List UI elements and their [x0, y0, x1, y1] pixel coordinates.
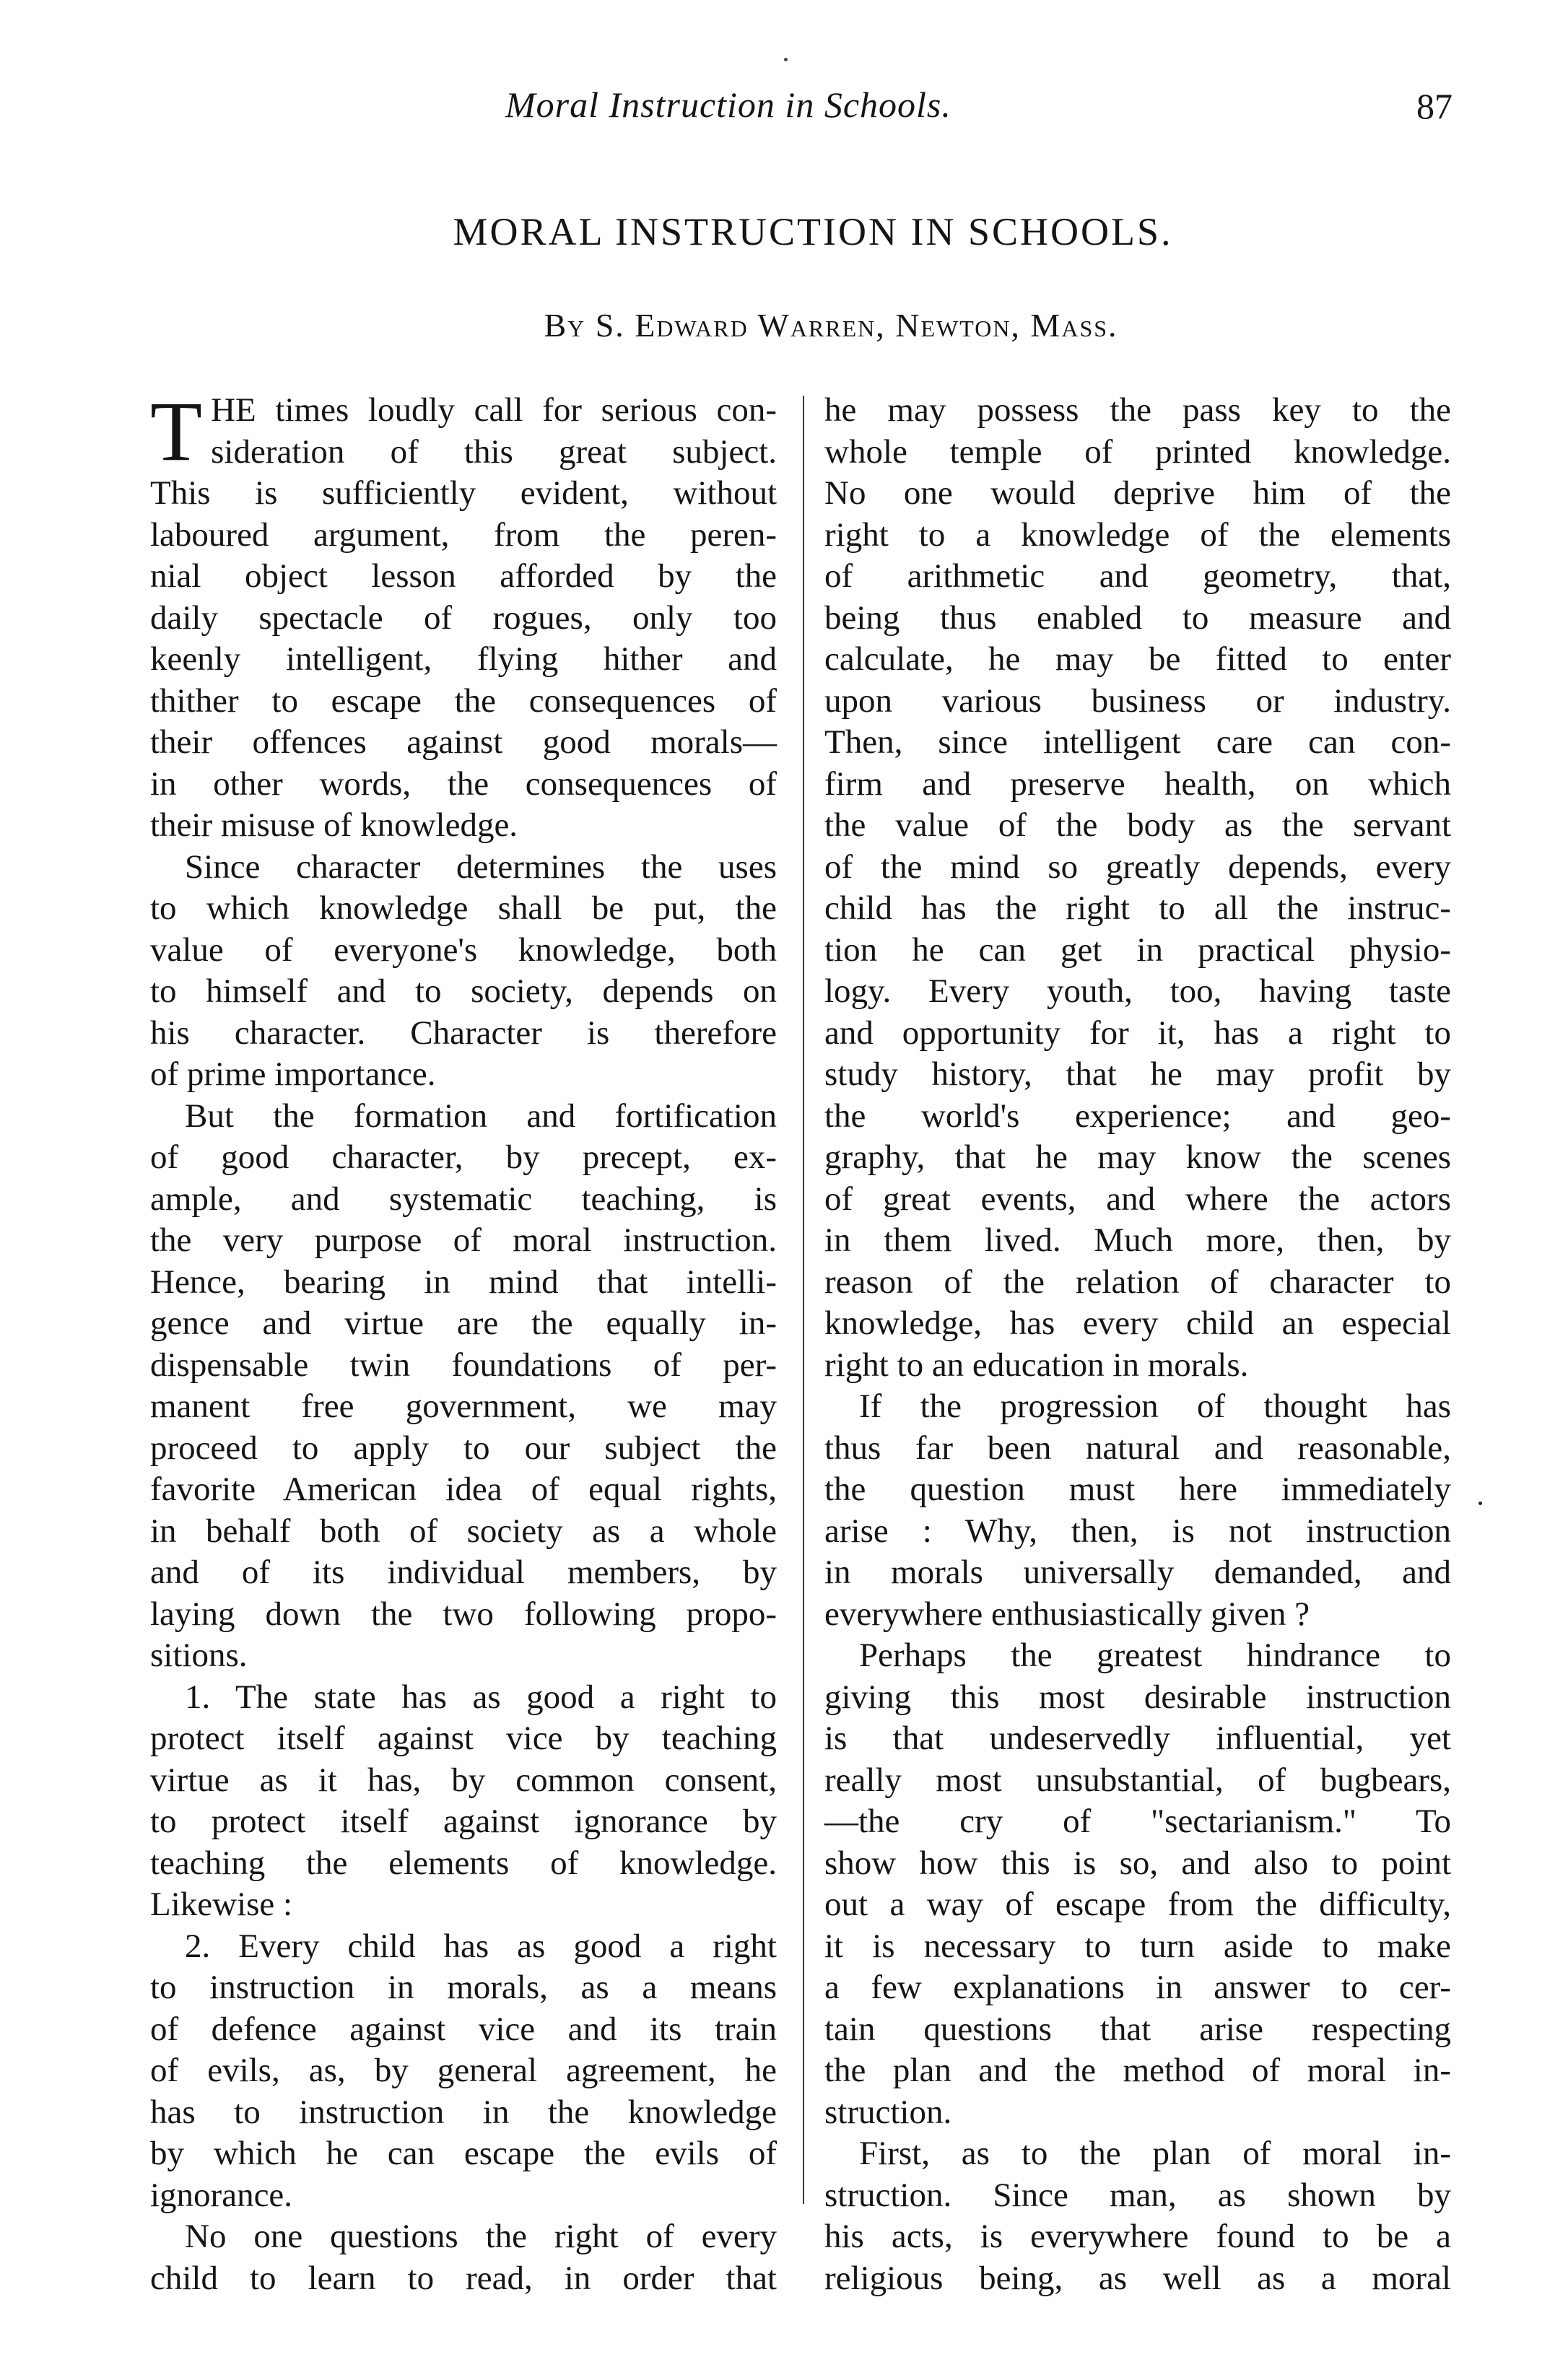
text-line: the plan and the method of moral in-	[824, 2052, 1451, 2089]
text-line: —the cry of "sectarianism." To	[824, 1803, 1451, 1840]
text-line: to which knowledge shall be put, the	[150, 889, 777, 927]
text-line: thus far been natural and reasonable,	[824, 1429, 1451, 1467]
text-line: in morals universally demanded, and	[824, 1553, 1451, 1591]
article-byline: By S. Edward Warren, Newton, Mass.	[544, 307, 1118, 344]
text-line: really most unsubstantial, of bugbears,	[824, 1761, 1451, 1799]
page-number: 87	[1416, 86, 1452, 126]
printer-mark	[784, 58, 788, 61]
right-column	[824, 390, 1451, 2299]
text-line: his character. Character is therefore	[150, 1014, 777, 1052]
text-line: it is necessary to turn aside to make	[824, 1927, 1451, 1965]
text-line: and opportunity for it, has a right to	[824, 1014, 1451, 1052]
text-line: protect itself against vice by teaching	[150, 1720, 777, 1757]
text-line: their misuse of knowledge.	[150, 806, 518, 844]
text-line: thither to escape the consequences of	[150, 681, 777, 720]
text-line: of good character, by precept, ex-	[150, 1138, 777, 1176]
text-line: value of everyone's knowledge, both	[150, 931, 777, 969]
text-line: to himself and to society, depends on	[150, 972, 777, 1010]
text-line: right to an education in morals.	[824, 1346, 1249, 1384]
text-line: a few explanations in answer to cer-	[824, 1969, 1451, 2006]
running-head-title: Moral Instruction in Schools.	[505, 84, 951, 125]
margin-mark	[1478, 1502, 1482, 1505]
text-line: proceed to apply to our subject the	[150, 1429, 777, 1467]
text-line: tain questions that arise respecting	[824, 2010, 1451, 2048]
text-line: the world's experience; and geo-	[824, 1097, 1451, 1135]
text-line: laboured argument, from the peren-	[150, 515, 777, 554]
text-line: right to a knowledge of the elements	[824, 515, 1451, 554]
text-line: by which he can escape the evils of	[150, 2135, 777, 2172]
text-line: upon various business or industry.	[824, 681, 1451, 720]
text-line: giving this most desirable instruction	[824, 1678, 1451, 1716]
text-line: arise : Why, then, is not instruction	[824, 1512, 1451, 1550]
text-line: in them lived. Much more, then, by	[824, 1221, 1451, 1259]
left-column	[150, 384, 777, 2299]
text-line: favorite American idea of equal rights,	[150, 1470, 777, 1508]
text-line: to protect itself against ignorance by	[150, 1803, 777, 1840]
text-line: the value of the body as the servant	[824, 806, 1451, 844]
text-line: ignorance.	[150, 2176, 293, 2214]
text-line: everywhere enthusiastically given ?	[824, 1595, 1310, 1633]
text-line: sitions.	[150, 1637, 248, 1674]
text-line: struction. Since man, as shown by	[824, 2176, 1451, 2214]
text-line: No one would deprive him of the	[824, 474, 1451, 512]
text-line: daily spectacle of rogues, only too	[150, 598, 777, 637]
text-line: out a way of escape from the difficulty,	[824, 1886, 1451, 1923]
text-line: of great events, and where the actors	[824, 1180, 1451, 1218]
column-divider	[803, 396, 804, 2204]
text-line: This is sufficiently evident, without	[150, 474, 777, 512]
text-line: manent free government, we may	[150, 1387, 777, 1425]
text-line: of the mind so greatly depends, every	[824, 847, 1451, 886]
text-line: of arithmetic and geometry, that,	[824, 557, 1451, 595]
text-line: teaching the elements of knowledge.	[150, 1844, 777, 1882]
text-line: logy. Every youth, too, having taste	[824, 972, 1451, 1010]
text-line: calculate, he may be fitted to enter	[824, 640, 1451, 678]
text-line: ample, and systematic teaching, is	[150, 1180, 777, 1218]
text-line: 2. Every child has as good a right	[185, 1927, 777, 1965]
text-line: he may possess the pass key to the	[824, 391, 1451, 429]
text-line: virtue as it has, by common consent,	[150, 1761, 777, 1799]
text-line: of evils, as, by general agreement, he	[150, 2052, 777, 2089]
text-line: sideration of this great subject.	[211, 432, 777, 471]
text-line: has to instruction in the knowledge	[150, 2093, 777, 2131]
text-line: dispensable twin foundations of per-	[150, 1346, 777, 1384]
text-line: and of its individual members, by	[150, 1553, 777, 1591]
text-line: tion he can get in practical physio-	[824, 931, 1451, 969]
text-line: of prime importance.	[150, 1055, 436, 1093]
text-line: firm and preserve health, on which	[824, 764, 1451, 803]
text-line: gence and virtue are the equally in-	[150, 1304, 777, 1342]
text-line: Perhaps the greatest hindrance to	[859, 1637, 1451, 1674]
text-line: If the progression of thought has	[859, 1387, 1451, 1425]
text-line: child has the right to all the instruc-	[824, 889, 1451, 927]
text-line: in other words, the consequences of	[150, 764, 777, 803]
text-line: Since character determines the uses	[185, 847, 777, 886]
text-line: No one questions the right of every	[185, 2218, 777, 2255]
text-line: HE times loudly call for serious con-	[211, 391, 777, 429]
text-line: show how this is so, and also to point	[824, 1844, 1451, 1882]
text-line: But the formation and fortification	[185, 1097, 777, 1135]
text-line: struction.	[824, 2093, 952, 2131]
text-line: Hence, bearing in mind that intelli-	[150, 1263, 777, 1301]
text-line: Then, since intelligent care can con-	[824, 723, 1451, 761]
text-line: in behalf both of society as a whole	[150, 1512, 777, 1550]
text-line: whole temple of printed knowledge.	[824, 432, 1451, 471]
text-line: to instruction in morals, as a means	[150, 1969, 777, 2006]
text-line: is that undeservedly influential, yet	[824, 1720, 1451, 1757]
text-line: First, as to the plan of moral in-	[859, 2135, 1451, 2172]
text-line: knowledge, has every child an especial	[824, 1304, 1451, 1342]
text-line: keenly intelligent, flying hither and	[150, 640, 777, 678]
article-title: MORAL INSTRUCTION IN SCHOOLS.	[453, 210, 1173, 253]
text-line: Likewise :	[150, 1886, 293, 1923]
text-line: religious being, as well as a moral	[824, 2259, 1451, 2297]
text-line: 1. The state has as good a right to	[185, 1678, 777, 1716]
text-line: study history, that he may profit by	[824, 1055, 1451, 1093]
text-line: his acts, is everywhere found to be a	[824, 2218, 1451, 2255]
drop-cap: T	[150, 384, 203, 479]
text-line: the very purpose of moral instruction.	[150, 1221, 777, 1259]
text-line: child to learn to read, in order that	[150, 2259, 777, 2297]
text-line: of defence against vice and its train	[150, 2010, 777, 2048]
text-line: their offences against good morals—	[150, 723, 777, 761]
text-line: being thus enabled to measure and	[824, 598, 1451, 637]
text-line: the question must here immediately	[824, 1470, 1451, 1508]
text-line: graphy, that he may know the scenes	[824, 1138, 1451, 1176]
text-line: reason of the relation of character to	[824, 1263, 1451, 1301]
text-line: nial object lesson afforded by the	[150, 557, 777, 595]
text-line: laying down the two following propo-	[150, 1595, 777, 1633]
